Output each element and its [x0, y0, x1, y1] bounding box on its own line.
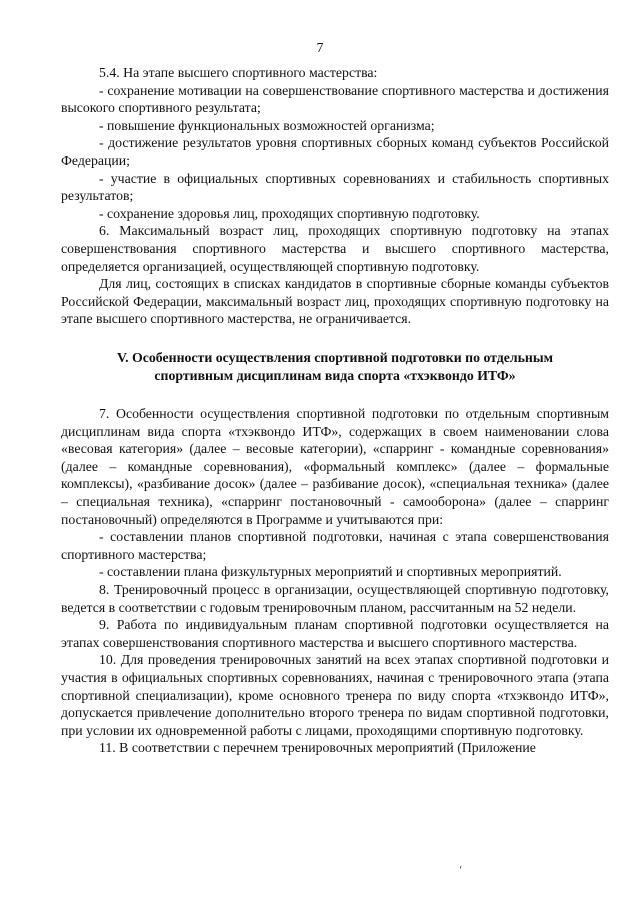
paragraph: - участие в официальных спортивных соревнованиях и стабильность спортивных результатов; [61, 170, 609, 204]
paragraph: 11. В соответствии с перечнем тренировочных мероприятий (Приложение [99, 740, 536, 756]
section-heading-line: V. Особенности осуществления спортивной подготовки по отдельным [116, 349, 554, 365]
page-number: 7 [316, 40, 324, 55]
document-body [61, 64, 609, 757]
section-heading-line: спортивным дисциплинам вида спорта «тхэквондо ИТФ» [154, 367, 516, 383]
paragraph: 9. Работа по индивидуальным планам спортивной подготовки осуществляется на этапах совершенствования спортивного мастерства и высшего спортивного мастерства. [61, 617, 609, 650]
paragraph: - повышение функциональных возможностей организма; [99, 117, 435, 133]
paragraph: 10. Для проведения тренировочных занятий на всех этапах спортивной подготовки и участия в официальных спортивных соревнованиях, начиная с тренировочного этапа (этапа спортивной специализации), кроме основного тренера по виду спорта «тхэквондо ИТФ», допускается привлечение дополнительно второго тренера по видам спортивной подготовки, при условии их одновременной работы с лицами, проходящими спортивную подготовку. [61, 652, 609, 738]
paragraph: - сохранение мотивации на совершенствование спортивного мастерства и достижения высокого спортивного результата; [61, 82, 609, 116]
paragraph: - составлении плана физкультурных мероприятий и спортивных мероприятий. [99, 564, 562, 580]
paragraph: 7. Особенности осуществления спортивной подготовки по отдельным спортивным дисциплинам вида спорта «тхэквондо ИТФ», содержащих в своем наименовании слова «весовая категория» (далее – весовые категории), «спарринг - командные соревнования» (далее – командные соревнования), «формальный комплекс» (далее – формальные комплексы), «разбивание досок» (далее – разбивание досок), «специальная техника» (далее – специальная техника), «спарринг постановочный - самооборона» (далее – спарринг постановочный) определяются в Программе и учитываются при: [61, 406, 609, 527]
paragraph: 5.4. На этапе высшего спортивного мастерства: [99, 65, 378, 80]
paragraph: 8. Тренировочный процесс в организации, осуществляющей спортивную подготовку, ведется в соответствии с годовым тренировочным планом, рассчитанным на 52 недели. [61, 582, 609, 615]
paragraph: Для лиц, состоящих в списках кандидатов в спортивные сборные команды субъектов Российской Федерации, максимальный возраст лиц, проходящих спортивную подготовку на этапе высшего спортивного мастерства, не ограничивается. [61, 276, 609, 327]
paragraph: - сохранение здоровья лиц, проходящих спортивную подготовку. [99, 205, 480, 221]
paragraph: 6. Максимальный возраст лиц, проходящих спортивную подготовку на этапах совершенствования спортивного мастерства и высшего спортивного мастерства, определяется организацией, осуществляющей спортивную подготовку. [61, 223, 609, 274]
paragraph: - составлении планов спортивной подготовки, начиная с этапа совершенствования спортивного мастерства; [61, 529, 609, 562]
scan-mark: ‘ [459, 865, 463, 876]
section-heading [61, 349, 609, 384]
paragraph: - достижение результатов уровня спортивных сборных команд субъектов Российской Федерации; [61, 135, 609, 168]
